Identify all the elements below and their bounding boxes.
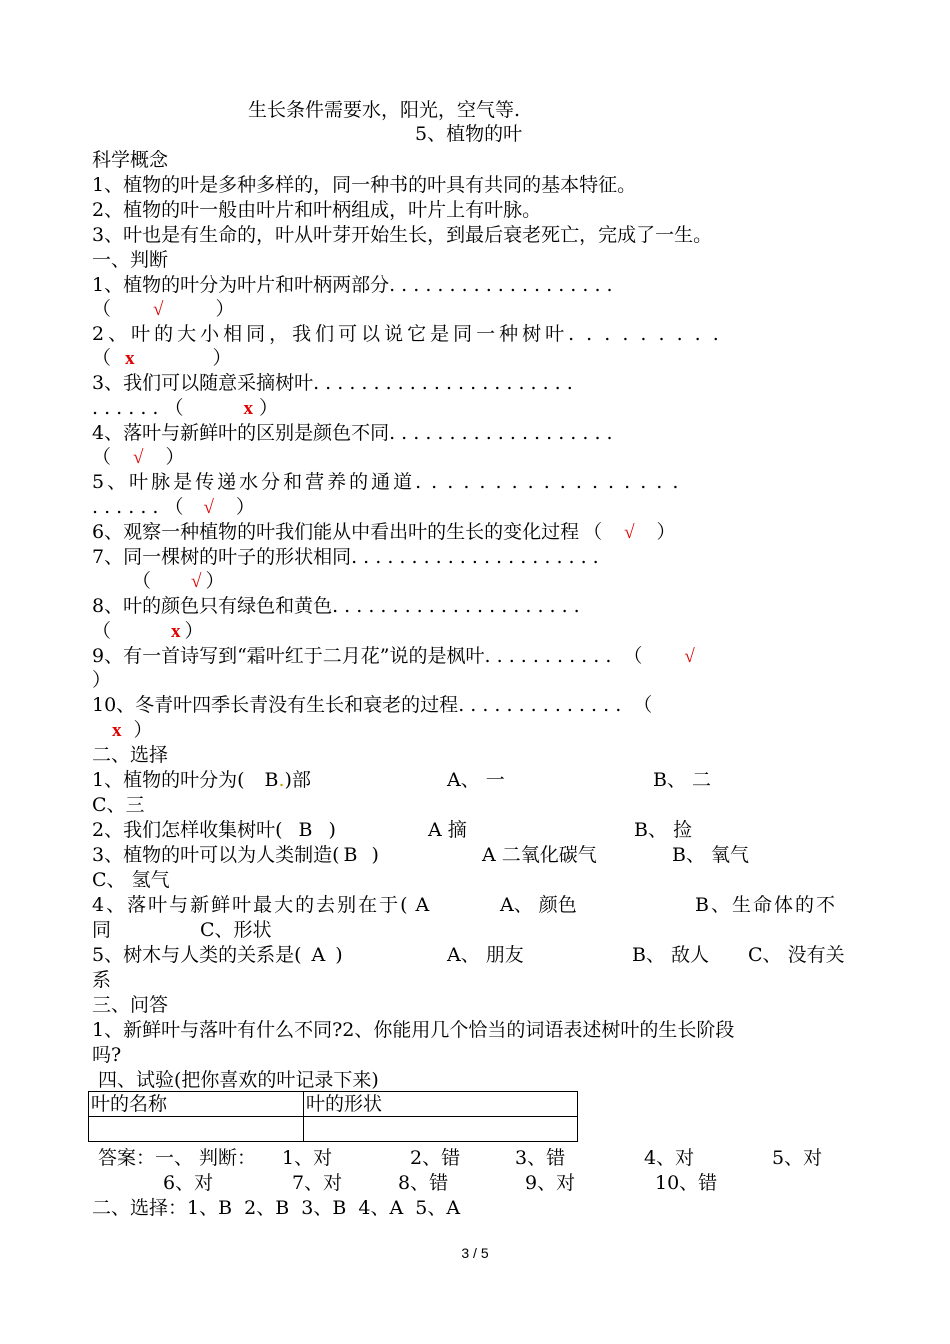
close-paren: ） [133,719,153,741]
check-mark: √ [191,571,202,592]
judge-q4-text: 4、落叶与新鲜叶的区别是颜色不同 [92,422,390,444]
close-paren: ） [656,521,676,543]
close-paren: ） [258,397,278,419]
leaf-record-table [88,1091,578,1142]
leaf-name-header: 叶的名称 [89,1092,304,1117]
judge-q6 [92,520,676,545]
choice-q1-stem: 1、植物的叶分为( [92,769,245,791]
close-paren: ) [335,944,343,966]
answer-letter: B [343,844,358,866]
close-paren: ） [165,446,185,468]
close-paren: ） [215,298,235,320]
judge-q2-text: 2、叶的大小相同，我们可以说它是同一种树叶 [92,323,569,345]
answer-letter: B [298,819,313,841]
choice-q1-stem-end: )部 [284,769,311,791]
leader-dots: . . . . . . . . . . . . . . . . . . . . . [351,546,599,568]
leader-dots: . . . . . . . . . . . [484,645,612,667]
leader-dots: . . . . . . . . . . . . . . . . . [415,471,681,493]
open-paren: （ [92,620,112,642]
judge-q8 [92,594,580,618]
leader-dots: . . . . . . . . . . . . . . . . . . . [389,422,613,444]
close-paren: ） [212,347,232,369]
answers-choice: 二、选择：1、B 2、B 3、B 4、A 5、A [92,1197,461,1219]
choice-q4-option-a: A、 颜色 [500,894,577,916]
concept-item: 2、植物的叶一般由叶片和叶柄组成，叶片上有叶脉。 [92,199,542,221]
judge-q7-text: 7、同一棵树的叶子的形状相同 [92,546,352,568]
judge-q3 [92,371,573,395]
open-paren: （ [92,446,112,468]
close-paren: ） [92,669,112,691]
choice-q5-option-b: B、 敌人 [632,944,710,966]
choice-q5-option-c-cont: 系 [92,969,112,991]
choice-q2-option-b: B、 捡 [634,819,693,841]
choice-q1-option-a: A、 一 [447,769,505,791]
choice-q1-option-c: C、三 [92,794,145,816]
leader-dots: . . . . . . . . . . . . . . . . . . . . . . [313,372,573,394]
choice-q3 [92,843,379,867]
judge-q10 [92,693,652,717]
concept-item: 1、植物的叶是多种多样的，同一种书的叶具有共同的基本特征。 [92,174,637,196]
cross-mark: x [243,398,253,419]
open-paren: （ [92,347,112,369]
choice-q3-option-c: C、 氢气 [92,869,170,891]
leader-dots: . . . . . . . . . [568,323,722,345]
answer-item: 6、对 [163,1172,214,1194]
judge-q3-answer [92,396,278,421]
choice-q4 [92,893,429,917]
leaf-shape-header: 叶的形状 [304,1092,578,1117]
open-paren: （ [132,570,152,592]
judge-q9-text: 9、有一首诗写到“霜叶红于二月花”说的是枫叶 [92,645,485,667]
choice-q4-option-b: B、生命体的不 [695,894,837,916]
open-paren: （ [633,694,653,716]
stray-dot: . [278,769,285,791]
judge-q7 [92,545,599,569]
answer-item: 9、对 [525,1172,576,1194]
judge-heading: 一、判断 [92,249,169,271]
check-mark: √ [624,522,635,543]
judge-q5-answer [92,495,255,520]
answer-letter: A [311,944,326,966]
concepts-heading: 科学概念 [92,149,169,171]
leader-dots: . . . . . . . . . . . . . . [458,694,622,716]
judge-q9 [92,644,695,669]
check-mark: √ [153,299,164,320]
choice-q2 [92,818,336,842]
judge-q2 [92,322,722,346]
lesson-title: 5、植物的叶 [415,123,523,145]
choice-q4-option-c: C、形状 [200,919,272,941]
judge-q9-answer [92,668,111,692]
leader-dots: . . . . . . . . . . . . . . . . . . . . . [332,595,580,617]
check-mark: √ [684,646,695,667]
choice-q4-stem: 4、落叶与新鲜叶最大的去别在于( [92,894,410,916]
answer-letter: B [264,769,279,791]
leader-dots: . . . . . . （ [92,397,184,419]
answers-label: 答案：一、 判断： [98,1147,257,1169]
judge-q5-text: 5、叶脉是传递水分和营养的通道 [92,471,416,493]
answer-item: 1、对 [282,1147,333,1169]
judge-q5 [92,470,680,494]
judge-q10-text: 10、冬青叶四季长青没有生长和衰老的过程 [92,694,459,716]
answer-item: 10、错 [655,1172,718,1194]
open-paren: （ [623,645,643,667]
experiment-heading: 四、试验(把你喜欢的叶记录下来) [98,1069,379,1091]
choice-q3-option-b: B、 氧气 [672,844,750,866]
choice-heading: 二、选择 [92,744,169,766]
choice-q2-option-a: A 摘 [428,819,467,841]
check-mark: √ [203,497,214,518]
choice-q1-option-b: B、 二 [653,769,712,791]
concept-item: 3、叶也是有生命的，叶从叶芽开始生长，到最后衰老死亡，完成了一生。 [92,224,713,246]
choice-q2-stem: 2、我们怎样收集树叶( [92,819,283,841]
top-text: 生长条件需要水，阳光，空气等. [248,99,521,121]
judge-q7-answer [132,569,224,594]
open-paren: （ [583,521,603,543]
choice-q5 [92,943,343,967]
qa-line: 1、新鲜叶与落叶有什么不同?2、你能用几个恰当的词语表述树叶的生长阶段 [92,1019,735,1041]
table-row [89,1092,578,1117]
answer-item: 5、对 [772,1147,823,1169]
leader-dots: . . . . . . . . . . . . . . . . . . . [389,274,613,296]
judge-q8-text: 8、叶的颜色只有绿色和黄色 [92,595,333,617]
cross-mark: x [125,348,135,369]
leader-dots: . . . . . . （ [92,496,184,518]
judge-q1-text: 1、植物的叶分为叶片和叶柄两部分 [92,274,390,296]
check-mark: √ [133,447,144,468]
answer-item: 4、对 [644,1147,695,1169]
close-paren: ) [328,819,336,841]
judge-q3-text: 3、我们可以随意采摘树叶 [92,372,314,394]
choice-q1 [92,768,311,792]
leaf-name-cell [89,1117,304,1142]
qa-line: 吗? [92,1044,122,1066]
judge-q6-text: 6、观察一种植物的叶我们能从中看出叶的生长的变化过程 [92,521,580,543]
choice-q3-option-a: A 二氧化碳气 [482,844,597,866]
judge-q10-answer [112,718,153,743]
page-number: 3 / 5 [461,1245,489,1261]
judge-q4 [92,421,613,445]
open-paren: （ [92,298,112,320]
judge-q1 [92,273,613,297]
close-paren: ) [371,844,379,866]
cross-mark: x [171,621,181,642]
close-paren: ） [205,570,225,592]
answer-item: 3、错 [515,1147,566,1169]
qa-heading: 三、问答 [92,994,169,1016]
answer-item: 8、错 [398,1172,449,1194]
cross-mark: x [112,720,122,741]
judge-q8-answer [92,619,204,644]
judge-q1-answer [92,297,234,322]
choice-q4-option-b-cont: 同 [92,919,112,941]
leaf-shape-cell [304,1117,578,1142]
choice-q5-option-a: A、 朋友 [447,944,524,966]
judge-q2-answer [92,346,232,371]
table-row [89,1117,578,1142]
answer-item: 2、错 [410,1147,461,1169]
answer-item: 7、对 [292,1172,343,1194]
choice-q5-option-c: C、 没有关 [748,944,845,966]
judge-q4-answer [92,445,184,470]
close-paren: ） [184,620,204,642]
choice-q3-stem: 3、植物的叶可以为人类制造( [92,844,340,866]
answer-letter: A [415,894,430,916]
choice-q5-stem: 5、树木与人类的关系是( [92,944,302,966]
close-paren: ） [235,496,255,518]
